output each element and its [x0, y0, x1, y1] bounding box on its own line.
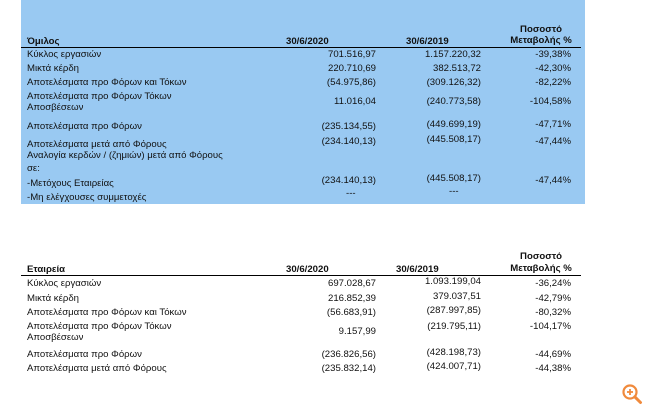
group-row-label-cont: Αποσβέσεων: [27, 102, 84, 113]
group-row-value-2019: 1.157.220,32: [424, 49, 481, 60]
company-row-pct: -104,17%: [529, 321, 571, 332]
company-row-value-2020: 697.028,67: [327, 278, 376, 289]
group-shareholders-2020: (234.140,13): [321, 175, 376, 186]
company-row-value-2020: (236.826,56): [321, 349, 376, 360]
group-pct-header-line2: Μεταβολής %: [510, 35, 572, 46]
group-minority-2019: ---: [449, 186, 459, 197]
group-row-pct: -104,58%: [529, 96, 571, 107]
company-row-pct: -80,32%: [535, 307, 571, 318]
group-results-table: [21, 0, 585, 204]
company-row-value-2020: (56.683,91): [326, 307, 376, 318]
company-row-pct: -42,79%: [535, 293, 571, 304]
company-row-value-2020: (235.832,14): [321, 363, 376, 374]
group-row-pct: -39,38%: [535, 49, 571, 60]
group-row-value-2019: (445.508,17): [426, 134, 481, 145]
group-ratio-label: Αναλογία κερδών / (ζημιών) μετά από Φόρους: [27, 150, 223, 161]
group-row-value-2020: (54.975,86): [326, 77, 376, 88]
zoom-in-button[interactable]: [621, 383, 643, 405]
company-row-label: Αποτελέσματα προ Φόρων και Τόκων: [27, 307, 187, 318]
company-row-value-2019: (219.795,11): [427, 321, 481, 332]
group-pct-header-line1: Ποσοστό: [520, 24, 562, 35]
company-row-pct: -44,38%: [535, 363, 571, 374]
group-row-pct: -47,44%: [535, 136, 571, 147]
group-row-value-2019: 382.513,72: [432, 63, 481, 74]
group-row-value-2020: 11.016,04: [334, 96, 376, 107]
group-minority-2020: ---: [346, 188, 356, 199]
company-row-label: Αποτελέσματα προ Φόρων: [27, 349, 142, 360]
company-row-value-2019: 379.037,51: [432, 291, 481, 302]
company-row-value-2019: 1.093.199,04: [424, 276, 481, 287]
group-col2-header: 30/6/2019: [406, 36, 449, 47]
company-row-value-2019: (287.997,85): [426, 305, 481, 316]
company-row-label: Κύκλος εργασιών: [27, 278, 102, 289]
group-row-pct: -82,22%: [535, 77, 571, 88]
group-shareholders-pct: -47,44%: [535, 175, 571, 186]
group-row-label: Αποτελέσματα προ Φόρων και Τόκων: [27, 77, 187, 88]
group-row-value-2020: (235.134,55): [321, 121, 376, 132]
company-row-label: Αποτελέσματα μετά από Φόρους: [27, 363, 167, 374]
zoom-in-icon: [621, 383, 643, 405]
group-row-label: Αποτελέσματα προ Φόρων Τόκων: [27, 91, 172, 102]
company-pct-header-line1: Ποσοστό: [520, 251, 562, 262]
group-row-label: Κύκλος εργασιών: [27, 49, 102, 60]
company-col1-header: 30/6/2020: [286, 264, 329, 275]
group-title: Όμιλος: [27, 36, 60, 47]
group-row-label: Αποτελέσματα προ Φόρων: [27, 121, 142, 132]
company-header-rule: [21, 275, 581, 276]
group-ratio-label-cont: σε:: [27, 163, 40, 174]
group-minority-label: -Μη ελέγχουσες συμμετοχές: [27, 192, 147, 203]
company-row-value-2019: (428.198,73): [426, 347, 481, 358]
group-col1-header: 30/6/2020: [286, 36, 329, 47]
group-row-pct: -42,30%: [535, 63, 571, 74]
company-pct-header-line2: Μεταβολής %: [510, 263, 572, 274]
group-shareholders-label: -Μετόχους Εταιρείας: [27, 178, 114, 189]
company-row-label: Μικτά κέρδη: [27, 293, 79, 304]
company-row-label-cont: Αποσβέσεων: [27, 332, 84, 343]
group-row-pct: -47,71%: [535, 119, 571, 130]
company-row-label: Αποτελέσματα προ Φόρων Τόκων: [27, 321, 172, 332]
group-row-label: Αποτελέσματα μετά από Φόρους: [27, 139, 167, 150]
group-row-value-2020: 701.516,97: [327, 49, 376, 60]
company-row-value-2020: 216.852,39: [327, 293, 376, 304]
group-row-label: Μικτά κέρδη: [27, 63, 79, 74]
company-row-value-2019: (424.007,71): [426, 361, 481, 372]
group-row-value-2020: (234.140,13): [321, 136, 376, 147]
company-title: Εταιρεία: [27, 264, 66, 275]
company-row-pct: -36,24%: [535, 278, 571, 289]
company-row-pct: -44,69%: [535, 349, 571, 360]
group-row-value-2019: (309.126,32): [426, 77, 481, 88]
group-header-rule: [21, 47, 581, 48]
group-shareholders-2019: (445.508,17): [426, 173, 481, 184]
group-row-value-2020: 220.710,69: [327, 63, 376, 74]
group-row-value-2019: (240.773,58): [426, 96, 481, 107]
group-row-value-2019: (449.699,19): [426, 119, 481, 130]
company-row-value-2020: 9.157,99: [338, 326, 376, 337]
company-results-table: [21, 246, 585, 376]
company-col2-header: 30/6/2019: [396, 264, 439, 275]
